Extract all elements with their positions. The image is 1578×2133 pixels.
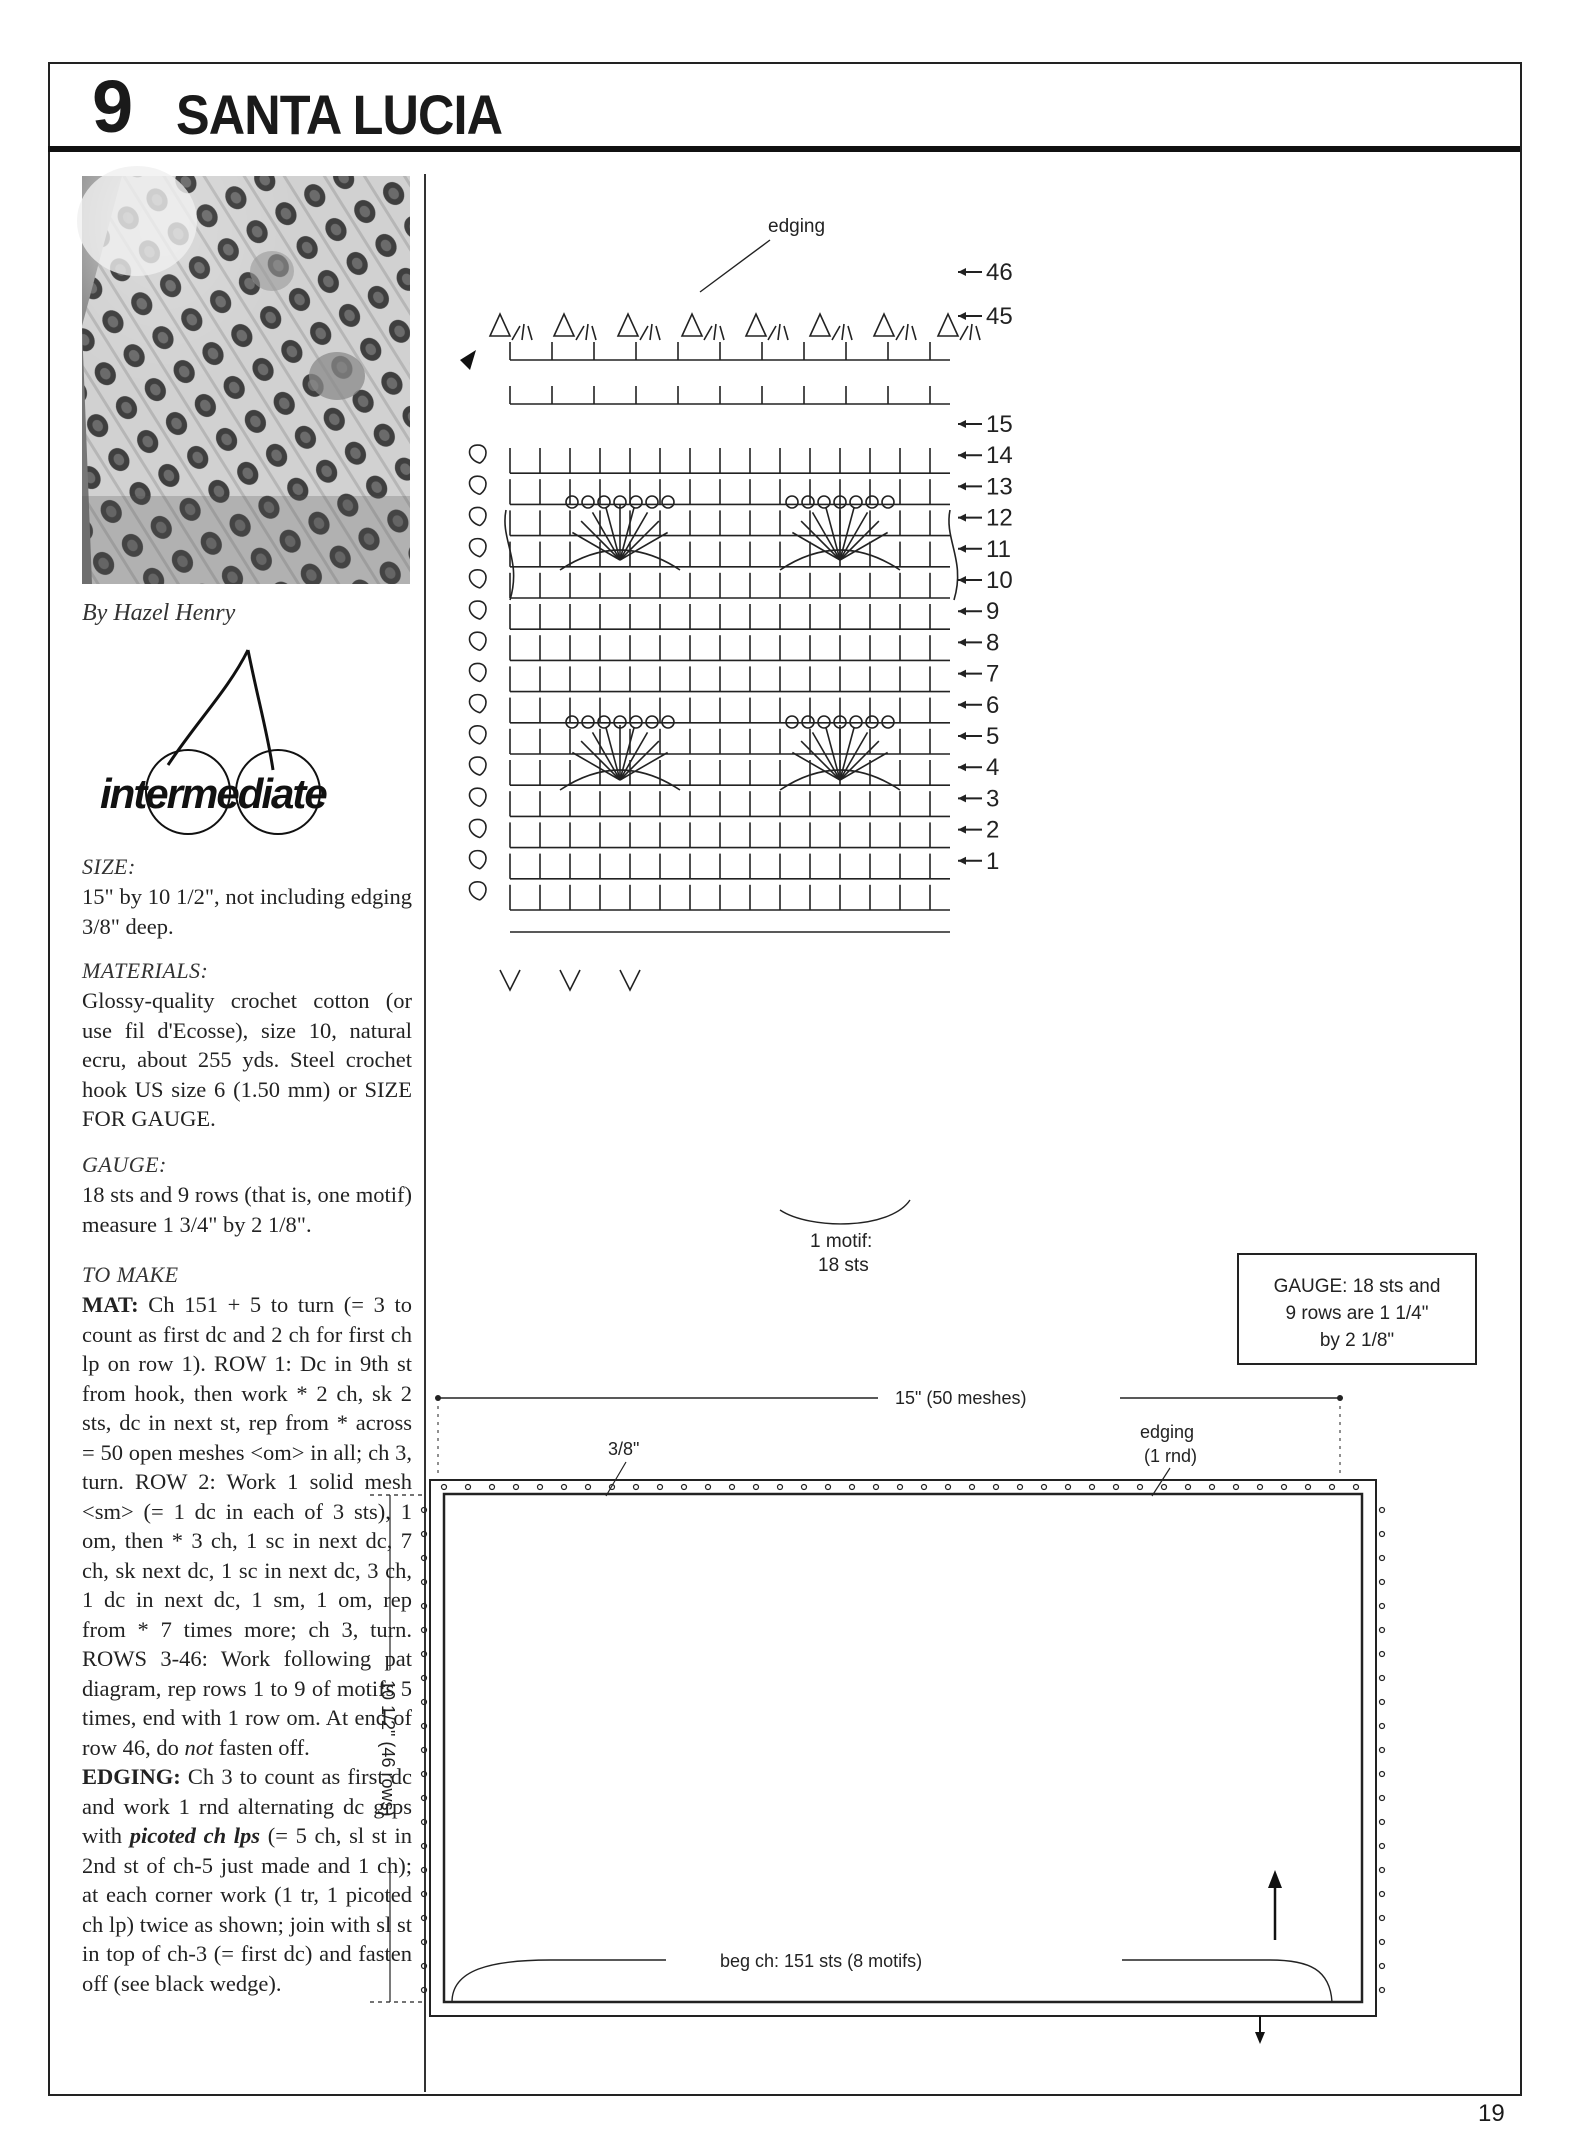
- picot-dot: [562, 1485, 567, 1490]
- side-picot: [470, 601, 487, 619]
- chain-loop: [866, 496, 878, 508]
- bottom-picot: [620, 970, 640, 990]
- picot-dot: [778, 1485, 783, 1490]
- arrow-left-icon: [958, 482, 966, 490]
- picot-dot: [1042, 1485, 1047, 1490]
- picot-dot: [946, 1485, 951, 1490]
- chain-loop: [818, 496, 830, 508]
- arrow-left-icon: [958, 268, 966, 276]
- row-label: 11: [986, 535, 1011, 563]
- side-picot: [470, 726, 487, 744]
- materials-heading: MATERIALS:: [82, 958, 209, 983]
- break-mark-right: [949, 510, 958, 600]
- picot-dot: [1380, 1988, 1385, 1993]
- stitch-diagram: [378, 180, 1518, 2080]
- picot-dot: [1380, 1964, 1385, 1969]
- side-picot: [470, 632, 487, 650]
- side-picot: [470, 757, 487, 775]
- side-picot: [470, 445, 487, 463]
- row-label: 1: [986, 847, 1000, 875]
- row-label: 9: [986, 598, 1000, 626]
- row-label: 3: [986, 785, 1000, 813]
- gauge-heading: GAUGE:: [82, 1152, 167, 1177]
- stitch-chart: [470, 314, 981, 990]
- crochet-diagram-panel: [378, 180, 1518, 2080]
- picot-dot: [466, 1485, 471, 1490]
- picot-dot: [1258, 1485, 1263, 1490]
- chain-loop: [786, 496, 798, 508]
- picot-dot: [1330, 1485, 1335, 1490]
- arrow-left-icon: [958, 826, 966, 834]
- picot-dot: [994, 1485, 999, 1490]
- arrow-left-icon: [958, 794, 966, 802]
- edging-depth-label: 3/8": [608, 1439, 640, 1459]
- gauge-box-line-1: GAUGE: 18 sts and: [1273, 1276, 1441, 1297]
- dc-group: [512, 324, 532, 340]
- picot-dot: [1380, 1604, 1385, 1609]
- picot-dot: [1210, 1485, 1215, 1490]
- side-picot: [470, 507, 487, 525]
- bottom-picot: [560, 970, 580, 990]
- picot-dot: [1380, 1700, 1385, 1705]
- chain-loop: [630, 496, 642, 508]
- side-picot: [470, 882, 487, 900]
- side-picot: [470, 851, 487, 869]
- arrow-left-icon: [958, 638, 966, 646]
- beg-ch-label: beg ch: 151 sts (8 motifs): [720, 1951, 923, 1971]
- side-picot: [470, 695, 487, 713]
- arrow-left-icon: [958, 607, 966, 615]
- gauge-box-line-2: 9 rows are 1 1/4": [1285, 1303, 1429, 1324]
- picot-dot: [442, 1485, 447, 1490]
- edging-emphasis: picoted ch lps: [129, 1823, 261, 1848]
- picot-dot: [1018, 1485, 1023, 1490]
- picot-dot: [514, 1485, 519, 1490]
- edging-pointer: [700, 240, 770, 292]
- arrow-left-icon: [958, 312, 966, 320]
- gauge-text: 18 sts and 9 rows (that is, one motif) measure 1 3/4" by 2 1/8".: [82, 1182, 412, 1237]
- picot-dot: [1380, 1772, 1385, 1777]
- row-label: 45: [986, 303, 1013, 330]
- skill-level-badge: [98, 650, 398, 850]
- picot-loop: [874, 314, 894, 336]
- picot-dot: [898, 1485, 903, 1490]
- picot-dot: [826, 1485, 831, 1490]
- arrow-up-icon: [1268, 1870, 1282, 1888]
- picot-loop: [810, 314, 830, 336]
- page-number: 19: [1478, 2100, 1505, 2127]
- chain-loop: [802, 496, 814, 508]
- mat-schematic: [370, 1388, 1385, 2044]
- lace-photo-image: [82, 176, 410, 584]
- gauge-box-line-3: by 2 1/8": [1319, 1330, 1395, 1351]
- size-text: 15" by 10 1/2", not including edging 3/8" deep.: [82, 884, 412, 939]
- picot-dot: [682, 1485, 687, 1490]
- picot-dot: [922, 1485, 927, 1490]
- arrow-left-icon: [958, 763, 966, 771]
- picot-loop: [746, 314, 766, 336]
- bottom-picot: [500, 970, 520, 990]
- picot-dot: [1380, 1532, 1385, 1537]
- edging-label: EDGING:: [82, 1764, 181, 1789]
- edging-instructions-1: Ch 3 to count as first dc and work 1 rnd alternating dc grps with: [82, 1764, 412, 1848]
- row-label: 13: [986, 473, 1013, 501]
- picot-dot: [1380, 1628, 1385, 1633]
- picot-dot: [1234, 1485, 1239, 1490]
- row-label: 46: [986, 259, 1013, 286]
- dc-group: [704, 324, 724, 340]
- motif-label: 1 motif:: [810, 1231, 873, 1252]
- dc-group: [768, 324, 788, 340]
- schematic-edging-rnd: (1 rnd): [1144, 1446, 1198, 1466]
- picot-dot: [1380, 1652, 1385, 1657]
- picot-dot: [1354, 1485, 1359, 1490]
- to-make-text: [82, 1290, 412, 1998]
- dc-group: [576, 324, 596, 340]
- pattern-title: SANTA LUCIA: [176, 83, 503, 146]
- picot-dot: [850, 1485, 855, 1490]
- picot-dot: [1380, 1892, 1385, 1897]
- fasten-off-wedge-icon: [460, 350, 476, 370]
- side-picot: [470, 539, 487, 557]
- cherry-icon: [98, 650, 398, 850]
- level-text: intermediate: [100, 770, 326, 817]
- picot-dot: [1380, 1916, 1385, 1921]
- picot-loop: [618, 314, 638, 336]
- row-label: 15: [986, 411, 1013, 438]
- top-row-labels: [958, 259, 1013, 330]
- pattern-number: 9: [92, 65, 134, 148]
- height-label: 10 1/2" (46 rows): [378, 1680, 398, 1817]
- side-picot: [470, 476, 487, 494]
- picot-dot: [1090, 1485, 1095, 1490]
- picot-dot: [1380, 1556, 1385, 1561]
- chain-loop: [566, 496, 578, 508]
- author-byline: By Hazel Henry: [82, 600, 236, 626]
- picot-dot: [1138, 1485, 1143, 1490]
- dc-group: [832, 324, 852, 340]
- schematic-edging-label: edging: [1140, 1422, 1195, 1442]
- picot-dot: [634, 1485, 639, 1490]
- picot-dot: [1380, 1676, 1385, 1681]
- picot-dot: [802, 1485, 807, 1490]
- picot-dot: [490, 1485, 495, 1490]
- picot-dot: [1380, 1580, 1385, 1585]
- picot-dot: [1380, 1724, 1385, 1729]
- row-label: 2: [986, 816, 1000, 844]
- motif-sts: 18 sts: [818, 1255, 869, 1276]
- row-label: 14: [986, 442, 1013, 470]
- chain-loop: [646, 496, 658, 508]
- mat-label: MAT:: [82, 1292, 139, 1317]
- row-label: 4: [986, 754, 1000, 782]
- dc-group: [640, 324, 660, 340]
- picot-loop: [554, 314, 574, 336]
- picot-dot: [874, 1485, 879, 1490]
- picot-dot: [1380, 1940, 1385, 1945]
- mat-instructions-end: fasten off.: [218, 1734, 310, 1760]
- picot-dot: [1282, 1485, 1287, 1490]
- picot-dot: [1066, 1485, 1071, 1490]
- side-picot: [470, 570, 487, 588]
- chain-loop: [850, 496, 862, 508]
- arrow-left-icon: [958, 857, 966, 865]
- dc-group: [896, 324, 916, 340]
- picot-dot: [1380, 1820, 1385, 1825]
- row-label: 6: [986, 691, 1000, 719]
- arrow-left-icon: [958, 732, 966, 740]
- picot-dot: [1162, 1485, 1167, 1490]
- arrow-down-icon: [1255, 2032, 1265, 2044]
- mat-instructions: Ch 151 + 5 to turn (= 3 to count as first dc and 2 ch for first ch lp on row 1). ROW 1: Dc in 9th st from hook, then work * 2 ch, sk 2 sts, dc in next st, rep from * across = 50 open meshes <om> in all; ch 3, turn. ROW 2: Work 1 solid mesh <sm> (= 1 dc in each of 3 sts), 1 om, then * 3 ch, 1 sc in next dc, 7 ch, sk next dc, 1 sc in next dc, 3 ch, 1 dc in next dc, 1 sm, 1 om, rep from * 7 times more; ch 3, turn. ROWS 3-46: Work following pat diagram, rep rows 1 to 9 of motifs 5 times, end with 1 row om. At end of row 46, do: [82, 1292, 413, 1760]
- picot-dot: [754, 1485, 759, 1490]
- picot-dot: [1306, 1485, 1311, 1490]
- row-label: 8: [986, 629, 1000, 657]
- picot-dot: [658, 1485, 663, 1490]
- arrow-left-icon: [958, 451, 966, 459]
- row-labels: [958, 411, 1013, 875]
- to-make-heading: TO MAKE: [82, 1262, 179, 1287]
- arrow-left-icon: [958, 701, 966, 709]
- picot-dot: [1380, 1796, 1385, 1801]
- picot-loop: [490, 314, 510, 336]
- picot-dot: [538, 1485, 543, 1490]
- picot-loop: [938, 314, 958, 336]
- picot-loop: [682, 314, 702, 336]
- picot-dot: [1380, 1868, 1385, 1873]
- row-label: 5: [986, 723, 1000, 750]
- picot-dot: [1380, 1844, 1385, 1849]
- picot-dot: [1380, 1748, 1385, 1753]
- side-picot: [470, 819, 487, 837]
- edging-label: edging: [768, 216, 826, 237]
- motif-bracket: [780, 1200, 910, 1224]
- chain-loop: [662, 496, 674, 508]
- picot-dot: [970, 1485, 975, 1490]
- picot-dot: [706, 1485, 711, 1490]
- row-label: 7: [986, 660, 1000, 688]
- arrow-left-icon: [958, 420, 966, 428]
- size-heading: SIZE:: [82, 854, 136, 879]
- picot-dot: [586, 1485, 591, 1490]
- picot-dot: [730, 1485, 735, 1490]
- side-picot: [470, 663, 487, 681]
- picot-dot: [1186, 1485, 1191, 1490]
- dc-group: [960, 324, 980, 340]
- column-divider: [424, 174, 426, 2092]
- arrow-left-icon: [958, 670, 966, 678]
- arrow-left-icon: [958, 576, 966, 584]
- chain-loop: [882, 496, 894, 508]
- edging-instructions-2: (= 5 ch, sl st in 2nd st of ch-5 just made and 1 ch); at each corner work (1 tr, 1 picoted ch lp) twice as shown; join with sl st in top of ch-3 (= first dc) and fasten off (see black wedge).: [82, 1823, 412, 1996]
- project-photo: [82, 176, 410, 584]
- row-label: 12: [986, 504, 1013, 532]
- arrow-left-icon: [958, 545, 966, 553]
- row-label: 10: [986, 567, 1013, 594]
- mat-not-emphasis: not: [184, 1734, 214, 1760]
- chain-loop: [582, 496, 594, 508]
- materials-text: Glossy-quality crochet cotton (or use fil d'Ecosse), size 10, natural ecru, about 255 yds. Steel crochet hook US size 6 (1.50 mm) or SIZE FOR GAUGE.: [82, 988, 412, 1131]
- picot-dot: [1114, 1485, 1119, 1490]
- width-label: 15" (50 meshes): [895, 1388, 1027, 1408]
- picot-edging: [422, 1485, 1385, 1993]
- side-picot: [470, 788, 487, 806]
- arrow-left-icon: [958, 514, 966, 522]
- picot-dot: [1380, 1508, 1385, 1513]
